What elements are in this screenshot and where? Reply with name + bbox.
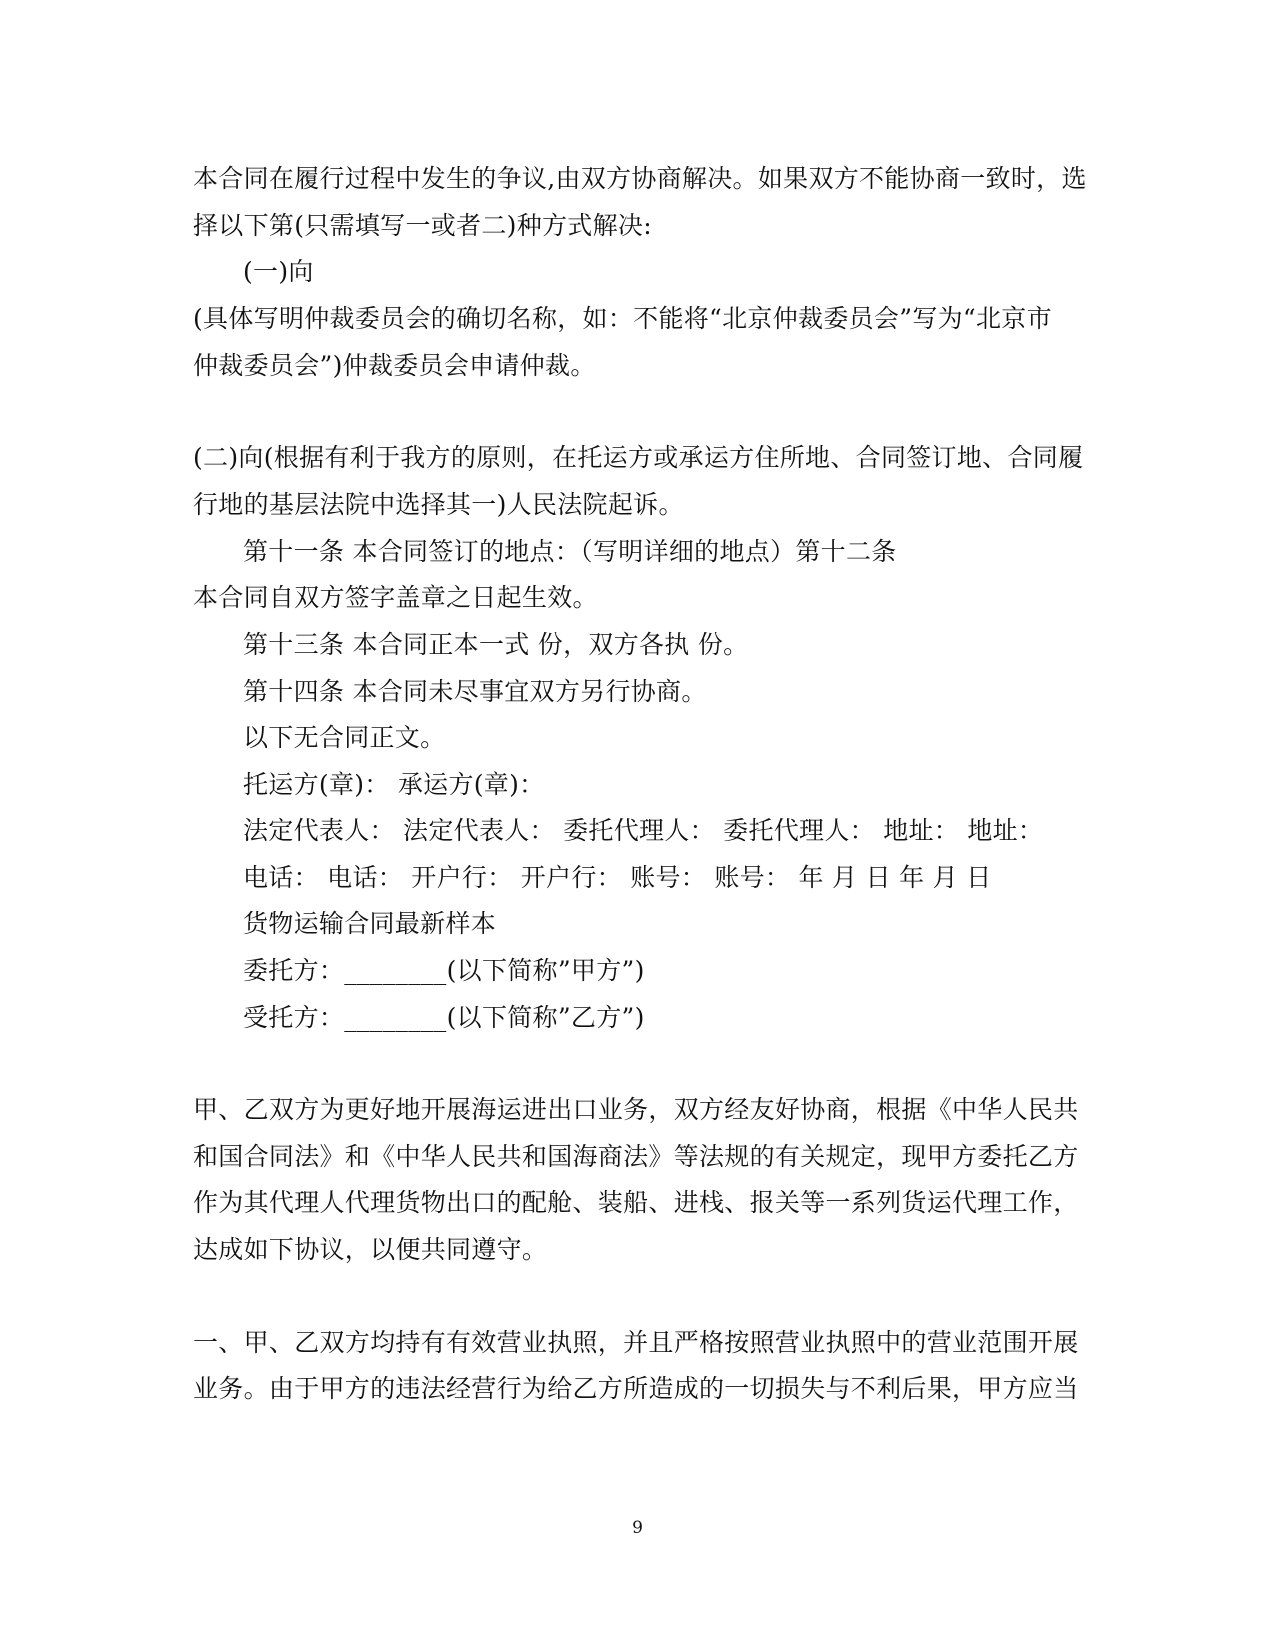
- text-line: 达成如下协议，以便共同遵守。: [193, 1235, 548, 1264]
- text-line: 托运方(章)： 承运方(章)：: [243, 770, 545, 799]
- text-line: 择以下第(只需填写一或者二)种方式解决:: [193, 211, 652, 240]
- text-line: 本合同自双方签字盖章之日起生效。: [193, 583, 598, 612]
- text-line: 第十三条 本合同正本一式 份，双方各执 份。: [243, 630, 749, 659]
- text-line: 一、甲、乙双方均持有有效营业执照，并且严格按照营业执照中的营业范围开展: [193, 1328, 1079, 1357]
- text-line: 甲、乙双方为更好地开展海运进出口业务，双方经友好协商，根据《中华人民共: [193, 1095, 1079, 1124]
- text-line: 第十一条 本合同签订的地点：（写明详细的地点）第十二条: [243, 537, 897, 566]
- text-line: 行地的基层法院中选择其一)人民法院起诉。: [193, 490, 684, 519]
- text-line: 受托方：________(以下简称”乙方”): [243, 1003, 645, 1032]
- text-line: 货物运输合同最新样本: [243, 909, 497, 938]
- text-line: 仲裁委员会”)仲裁委员会申请仲裁。: [193, 351, 596, 380]
- text-line: 电话： 电话： 开户行： 开户行： 账号： 账号： 年 月 日 年 月 日: [243, 863, 992, 892]
- text-line: 和国合同法》和《中华人民共和国海商法》等法规的有关规定，现甲方委托乙方: [193, 1142, 1079, 1171]
- text-line: 业务。由于甲方的违法经营行为给乙方所造成的一切损失与不利后果，甲方应当: [193, 1374, 1079, 1403]
- page-number: 9: [632, 1518, 643, 1538]
- text-line: (一)向: [243, 257, 314, 286]
- text-line: (二)向(根据有利于我方的原则，在托运方或承运方住所地、合同签订地、合同履: [193, 443, 1084, 472]
- text-line: 本合同在履行过程中发生的争议,由双方协商解决。如果双方不能协商一致时，选: [193, 164, 1087, 193]
- text-line: 委托方：________(以下简称”甲方”): [243, 956, 645, 985]
- text-line: 作为其代理人代理货物出口的配舱、装船、进栈、报关等一系列货运代理工作，: [193, 1188, 1079, 1217]
- text-line: (具体写明仲裁委员会的确切名称，如：不能将“北京仲裁委员会”写为“北京市: [193, 304, 1052, 333]
- text-line: 法定代表人： 法定代表人： 委托代理人： 委托代理人： 地址： 地址：: [243, 816, 1044, 845]
- text-line: 以下无合同正文。: [243, 723, 446, 752]
- text-line: 第十四条 本合同未尽事宜双方另行协商。: [243, 677, 707, 706]
